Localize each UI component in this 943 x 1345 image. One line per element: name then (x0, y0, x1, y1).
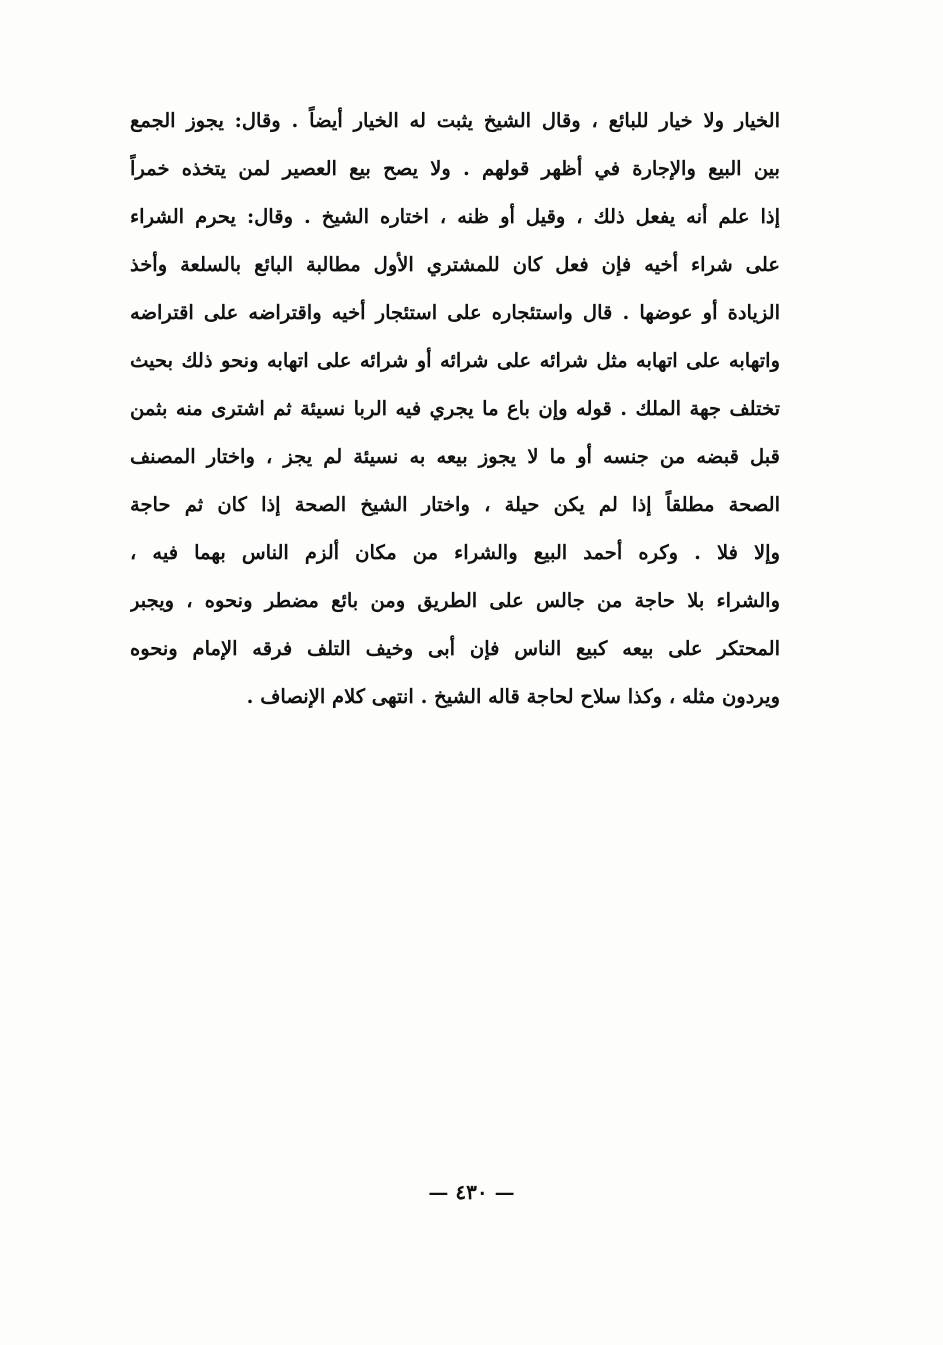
text-line: واتهابه على اتهابه مثل شرائه على شرائه أو شرائه على اتهابه ونحو ذلك بحيث (130, 349, 780, 372)
text-line: على شراء أخيه فإن فعل كان للمشتري الأول مطالبة البائع بالسلعة وأخذ (130, 253, 780, 276)
text-line: تختلف جهة الملك . قوله وإن باع ما يجري فيه الربا نسيئة ثم اشترى منه بثمن (130, 397, 780, 420)
text-line: إذا علم أنه يفعل ذلك ، وقيل أو ظنه ، اختاره الشيخ . وقال: يحرم الشراء (130, 205, 780, 228)
text-line: ويردون مثله ، وكذا سلاح لحاجة قاله الشيخ . انتهى كلام الإنصاف . (246, 685, 780, 708)
text-line: والشراء بلا حاجة من جالس على الطريق ومن بائع مضطر ونحوه ، ويجبر (130, 589, 780, 612)
text-line: الزيادة أو عوضها . قال واستئجاره على استئجار أخيه واقتراضه على اقتراضه (130, 301, 780, 324)
page-number: — ٤٣٠ — (428, 1180, 515, 1204)
text-line: الخيار ولا خيار للبائع ، وقال الشيخ يثبت له الخيار أيضاً . وقال: يجوز الجمع (130, 109, 780, 132)
text-line: الصحة مطلقاً إذا لم يكن حيلة ، واختار الشيخ الصحة إذا كان ثم حاجة (130, 493, 780, 516)
text-line: المحتكر على بيعه كبيع الناس فإن أبى وخيف التلف فرقه الإمام ونحوه (130, 637, 780, 660)
text-line: وإلا فلا . وكره أحمد البيع والشراء من مكان ألزم الناس بهما فيه ، (130, 541, 780, 564)
body-text (130, 97, 780, 721)
text-line: قبل قبضه من جنسه أو ما لا يجوز بيعه به نسيئة لم يجز ، واختار المصنف (130, 445, 780, 468)
text-line: بين البيع والإجارة في أظهر قولهم . ولا يصح بيع العصير لمن يتخذه خمراً (130, 157, 780, 180)
